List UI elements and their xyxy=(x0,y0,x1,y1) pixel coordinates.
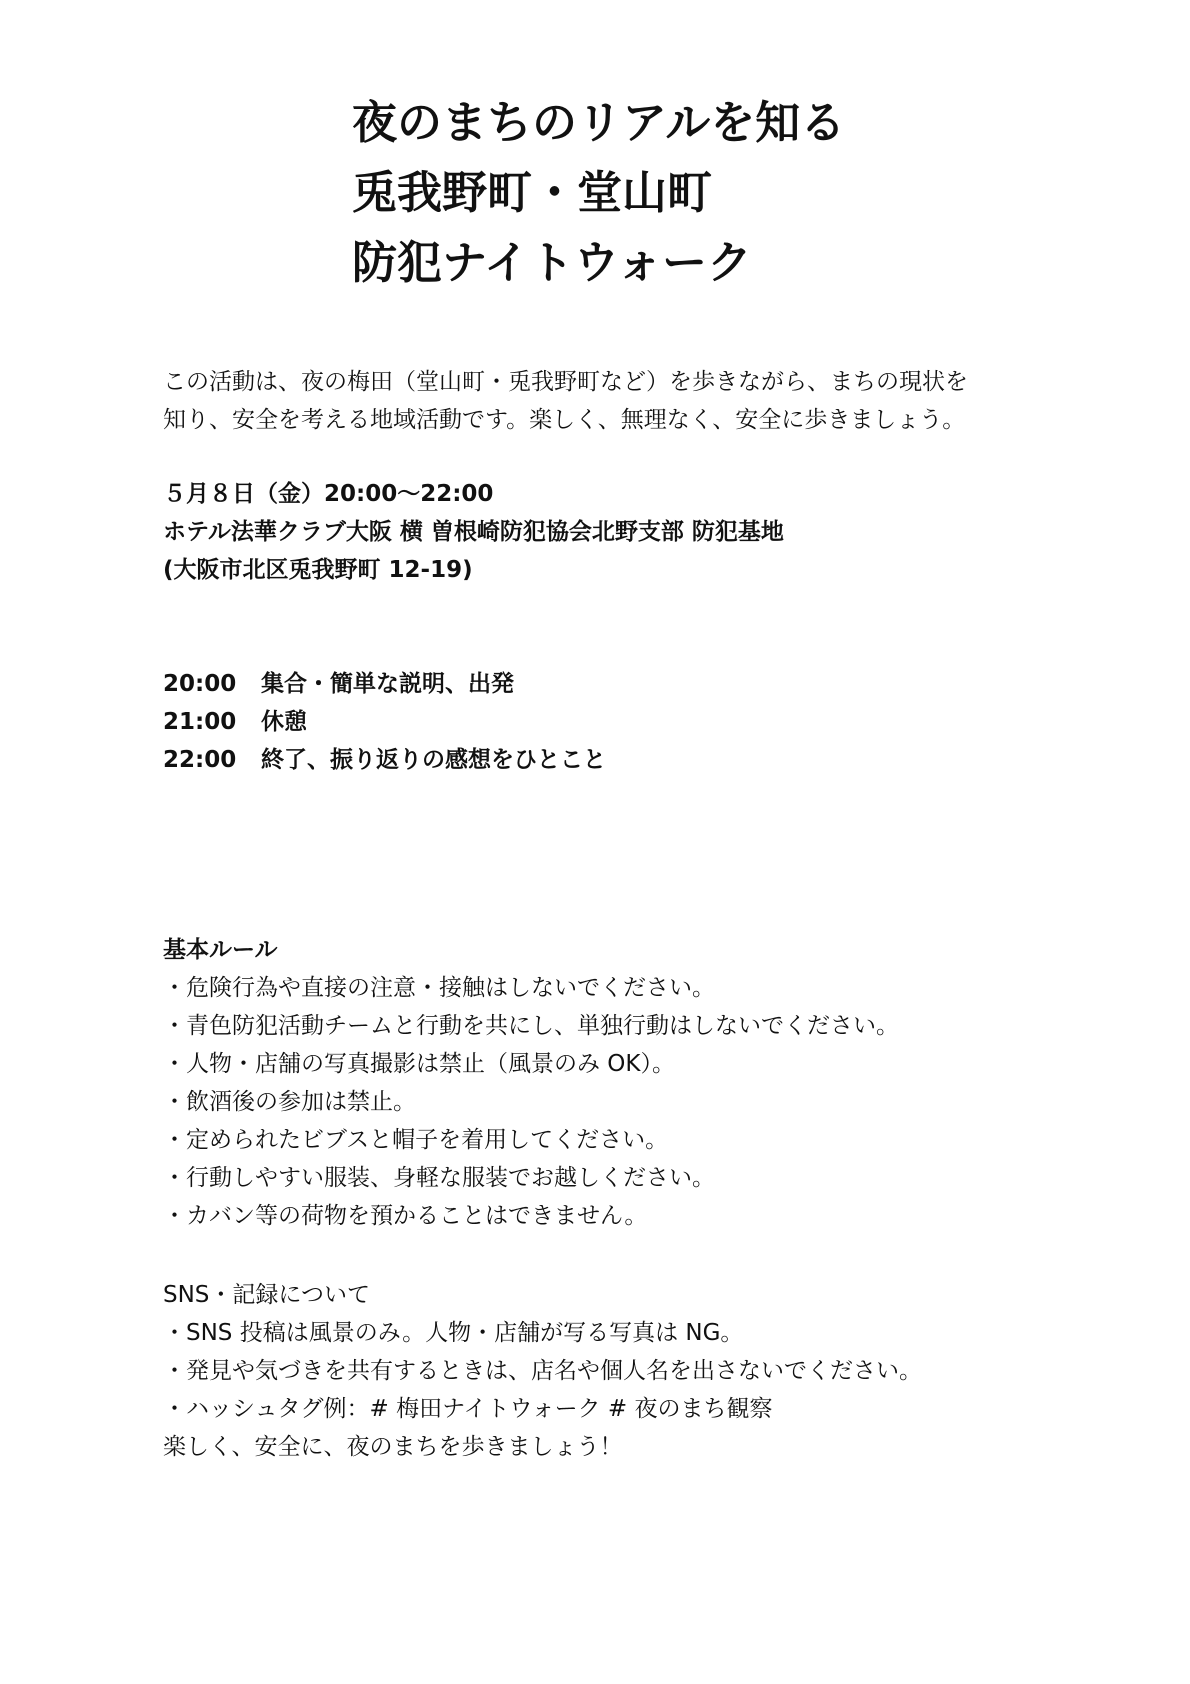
schedule-item: 終了、振り返りの感想をひとこと xyxy=(261,747,606,773)
sns-section xyxy=(163,1276,1123,1466)
sns-item: ・発見や気づきを共有するときは、店名や個人名を出さないでください。 xyxy=(163,1358,922,1384)
event-info xyxy=(163,475,1123,589)
rule-item: ・カバン等の荷物を預かることはできません。 xyxy=(163,1203,648,1229)
schedule-item: 集合・簡単な説明、出発 xyxy=(261,671,514,697)
intro-line-1: この活動は、夜の梅田（堂山町・兎我野町など）を歩きながら、まちの現状を xyxy=(163,369,968,395)
rule-item: ・行動しやすい服装、身軽な服装でお越しください。 xyxy=(163,1165,715,1191)
rules-section xyxy=(163,931,1123,1235)
rules-heading: 基本ルール xyxy=(163,937,278,963)
rule-item: ・飲酒後の参加は禁止。 xyxy=(163,1089,416,1115)
rule-item: ・人物・店舗の写真撮影は禁止（風景のみ OK）。 xyxy=(163,1051,675,1077)
page-title xyxy=(352,88,1072,298)
event-datetime: ５月８日（金）20:00〜22:00 xyxy=(163,481,494,507)
rule-item: ・青色防犯活動チームと行動を共にし、単独行動はしないでください。 xyxy=(163,1013,899,1039)
schedule-time: 22:00 xyxy=(163,747,237,773)
schedule-row xyxy=(163,665,1123,703)
intro-paragraph xyxy=(163,363,1123,439)
schedule-time: 21:00 xyxy=(163,709,237,735)
sns-item: ・ハッシュタグ例：# 梅田ナイトウォーク # 夜のまち観察 xyxy=(163,1396,773,1422)
title-line-3: 防犯ナイトウォーク xyxy=(352,236,753,289)
sns-heading: SNS・記録について xyxy=(163,1282,370,1308)
schedule-item: 休憩 xyxy=(261,709,307,735)
schedule xyxy=(163,665,1123,779)
schedule-row xyxy=(163,703,1123,741)
closing-message: 楽しく、安全に、夜のまちを歩きましょう！ xyxy=(163,1434,623,1460)
rule-item: ・定められたビブスと帽子を着用してください。 xyxy=(163,1127,669,1153)
title-line-2: 兎我野町・堂山町 xyxy=(352,166,713,219)
rule-item: ・危険行為や直接の注意・接触はしないでください。 xyxy=(163,975,715,1001)
sns-item: ・SNS 投稿は風景のみ。人物・店舗が写る写真は NG。 xyxy=(163,1320,744,1346)
schedule-row xyxy=(163,741,1123,779)
schedule-time: 20:00 xyxy=(163,671,237,697)
event-venue: ホテル法華クラブ大阪 横 曽根崎防犯協会北野支部 防犯基地 xyxy=(163,519,784,545)
intro-line-2: 知り、安全を考える地域活動です。楽しく、無理なく、安全に歩きましょう。 xyxy=(163,407,966,433)
title-line-1: 夜のまちのリアルを知る xyxy=(352,96,846,149)
event-address: (大阪市北区兎我野町 12-19) xyxy=(163,557,473,583)
